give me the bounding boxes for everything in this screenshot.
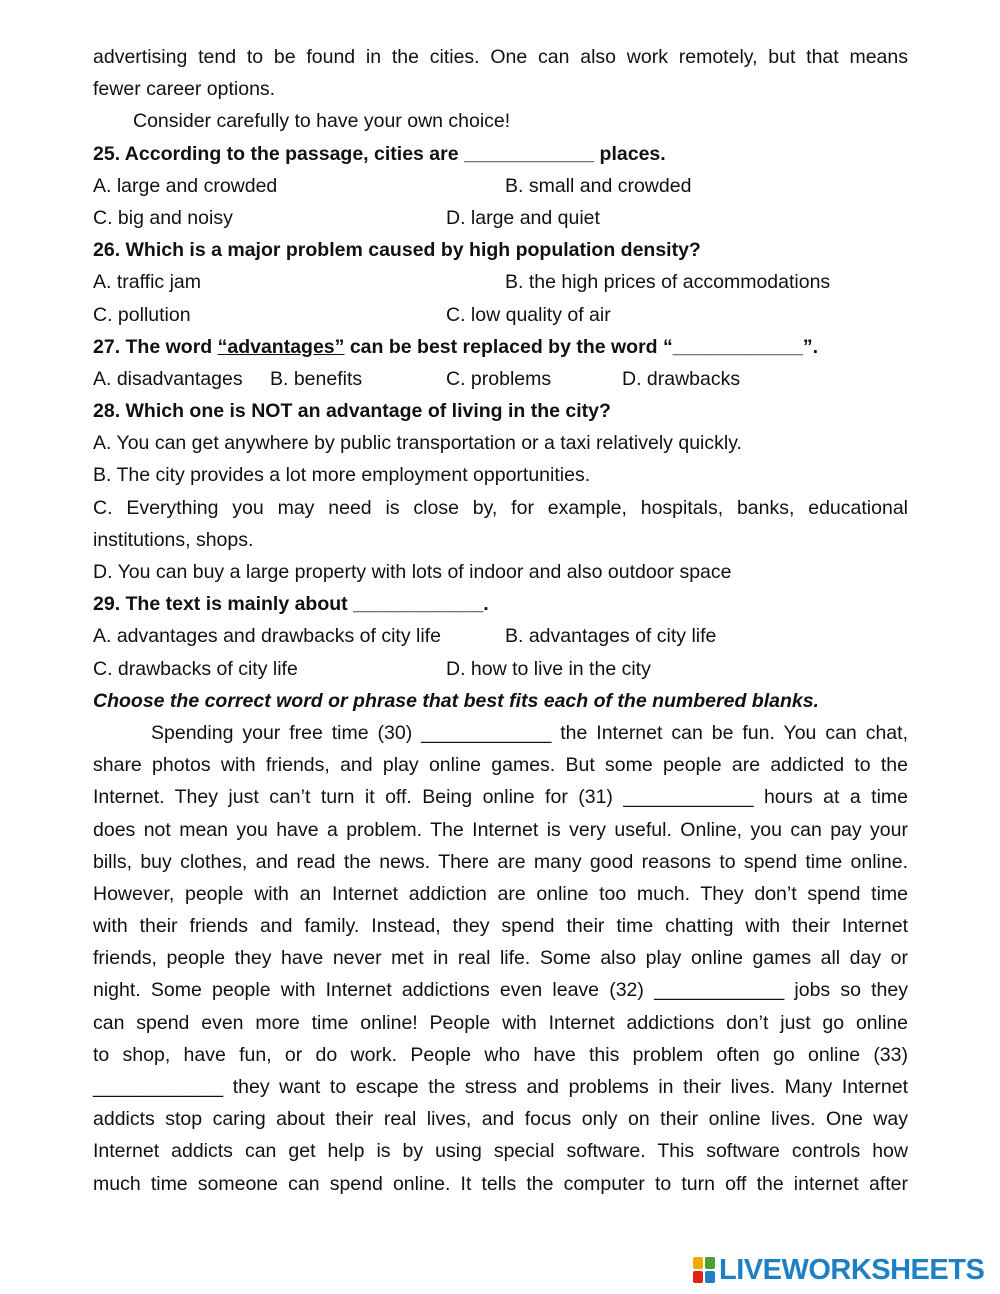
- q29-options-row-1: [93, 620, 908, 652]
- q28-option-a[interactable]: A. You can get anywhere by public transportation or a taxi relatively quickly.: [93, 432, 742, 455]
- q25-options-row-1: [93, 170, 908, 202]
- q26-options-row-1: [93, 266, 908, 298]
- q29-option-b[interactable]: B. advantages of city life: [505, 625, 717, 648]
- q26-options-row-2: [93, 299, 908, 331]
- liveworksheets-logo-icon: [693, 1257, 715, 1283]
- q25-option-c[interactable]: C. big and noisy: [93, 206, 233, 229]
- passage-line: Internet addicts can get help is by using special software. This software controls how: [93, 1140, 908, 1163]
- q26-option-a[interactable]: A. traffic jam: [93, 271, 202, 294]
- passage-line: to shop, have fun, or do work. People who have this problem often go online (33): [93, 1043, 908, 1066]
- q26-option-b[interactable]: B. the high prices of accommodations: [505, 271, 831, 294]
- question-25: 25. According to the passage, cities are ____________ places.: [93, 142, 666, 165]
- cloze-instruction: Choose the correct word or phrase that best fits each of the numbered blanks.: [93, 689, 819, 712]
- q27-options-row: [93, 363, 908, 395]
- q25-options-row-2: [93, 202, 908, 234]
- passage-line: does not mean you have a problem. The Internet is very useful. Online, you can pay your: [93, 818, 908, 841]
- intro-line-2: fewer career options.: [93, 78, 276, 101]
- question-27: [93, 331, 908, 363]
- q26-option-d[interactable]: C. low quality of air: [446, 303, 611, 326]
- q25-option-b[interactable]: B. small and crowded: [505, 174, 692, 197]
- q29-option-c[interactable]: C. drawbacks of city life: [93, 657, 298, 680]
- passage-line: However, people with an Internet addiction are online too much. They don’t spend time: [93, 882, 908, 905]
- question-26: 26. Which is a major problem caused by high population density?: [93, 239, 701, 262]
- q29-option-a[interactable]: A. advantages and drawbacks of city life: [93, 625, 441, 648]
- passage-line: bills, buy clothes, and read the news. There are many good reasons to spend time online.: [93, 850, 908, 873]
- intro-line-3: Consider carefully to have your own choice!: [133, 110, 511, 133]
- liveworksheets-logo-text: LIVEWORKSHEETS: [719, 1253, 985, 1286]
- passage-line: much time someone can spend online. It tells the computer to turn off the internet after: [93, 1172, 908, 1195]
- liveworksheets-logo[interactable]: [693, 1253, 984, 1287]
- q28-option-c-line-1[interactable]: C. Everything you may need is close by, for example, hospitals, banks, educational: [93, 496, 908, 519]
- q28-option-b[interactable]: B. The city provides a lot more employment opportunities.: [93, 464, 591, 487]
- q27-option-b[interactable]: B. benefits: [270, 367, 363, 390]
- intro-line-1: advertising tend to be found in the cities. One can also work remotely, but that means: [93, 46, 908, 68]
- passage-line: Internet. They just can’t turn it off. Being online for (31) ____________ hours at a time: [93, 786, 908, 809]
- worksheet-page: [93, 41, 908, 1200]
- q27-option-d[interactable]: D. drawbacks: [622, 367, 741, 390]
- cloze-passage: [93, 717, 908, 1200]
- q26-option-c[interactable]: C. pollution: [93, 303, 191, 326]
- passage-line: Spending your free time (30) ____________ the Internet can be fun. You can chat,: [151, 721, 908, 744]
- q28-option-c-line-2[interactable]: institutions, shops.: [93, 528, 254, 551]
- q27-option-c[interactable]: C. problems: [446, 367, 552, 390]
- q27-prefix: 27. The word: [93, 335, 218, 358]
- q27-option-a[interactable]: A. disadvantages: [93, 367, 243, 390]
- q25-option-a[interactable]: A. large and crowded: [93, 174, 278, 197]
- q27-suffix: can be best replaced by the word “____________”.: [344, 335, 819, 358]
- q28-option-d[interactable]: D. You can buy a large property with lots of indoor and also outdoor space: [93, 561, 732, 583]
- passage-line: addicts stop caring about their real lives, and focus only on their online lives. One way: [93, 1108, 908, 1131]
- passage-line: can spend even more time online! People with Internet addictions don’t just go online: [93, 1011, 908, 1034]
- passage-line: share photos with friends, and play online games. But some people are addicted to the: [93, 754, 908, 777]
- q27-keyword: “advantages”: [217, 335, 345, 358]
- passage-line: with their friends and family. Instead, they spend their time chatting with their Internet: [93, 915, 908, 938]
- q29-options-row-2: [93, 653, 908, 685]
- passage-line: ____________ they want to escape the stress and problems in their lives. Many Internet: [93, 1076, 908, 1098]
- q25-option-d[interactable]: D. large and quiet: [446, 206, 600, 229]
- passage-line: night. Some people with Internet addictions even leave (32) ____________ jobs so they: [93, 979, 908, 1002]
- question-29: 29. The text is mainly about ____________.: [93, 593, 489, 616]
- question-28: 28. Which one is NOT an advantage of living in the city?: [93, 400, 611, 423]
- q29-option-d[interactable]: D. how to live in the city: [446, 657, 651, 680]
- passage-line: friends, people they have never met in real life. Some also play online games all day or: [93, 947, 908, 970]
